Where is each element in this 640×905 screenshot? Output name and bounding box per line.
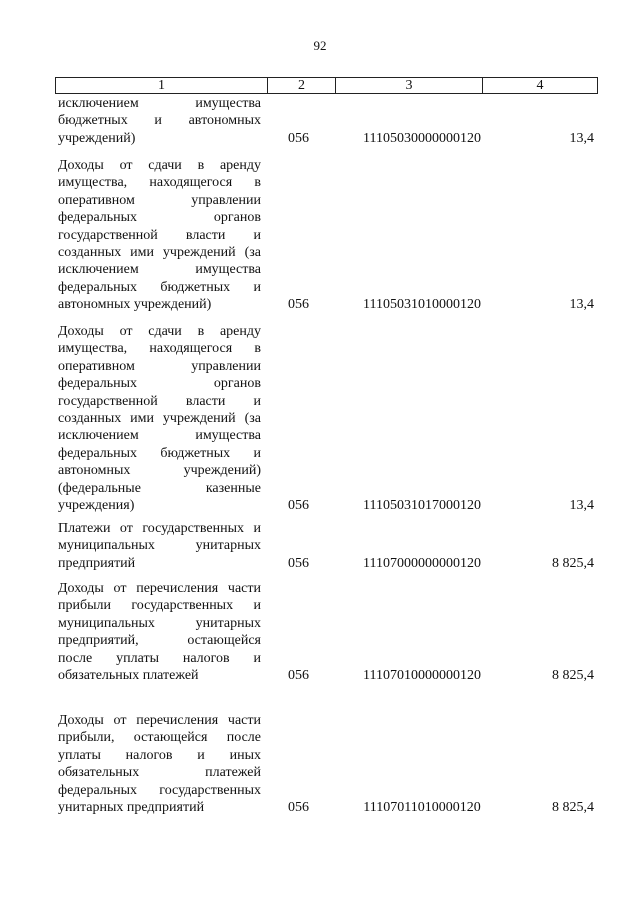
budget-code-cell: 11105031017000120 (363, 498, 481, 513)
description-line: предприятий, остающейся (58, 633, 261, 649)
page-number: 92 (313, 38, 327, 53)
admin-code-cell: 056 (288, 800, 309, 815)
budget-code-cell: 11107000000000120 (363, 555, 481, 571)
description-line: муниципальных унитарных (58, 538, 261, 554)
amount-cell: 8 825,4 (552, 555, 594, 571)
amount-cell: 8 825,4 (552, 668, 594, 683)
admin-code-cell: 056 (288, 297, 309, 313)
column-header-row (55, 77, 598, 94)
column-header-3: 3 (336, 78, 483, 93)
description-line: исключением имущества (58, 96, 261, 111)
description-line: государственной власти и (58, 227, 261, 243)
row-description (58, 157, 261, 314)
description-line: прибыли, остающейся после (58, 730, 261, 746)
row-description (58, 580, 261, 684)
description-line: оперативном управлении (58, 192, 261, 208)
description-line: федеральных органов (58, 210, 261, 226)
description-line: обязательных платежей (58, 765, 261, 781)
amount-cell: 13,4 (569, 130, 594, 146)
description-line: оперативном управлении (58, 358, 261, 374)
description-line: автономных учреждений) (58, 463, 261, 479)
description-line: прибыли государственных и (58, 598, 261, 614)
description-line: имущества, находящегося в (58, 341, 261, 357)
amount-cell: 8 825,4 (552, 800, 594, 815)
column-header-1: 1 (56, 78, 268, 93)
budget-code-cell: 11107010000000120 (363, 668, 481, 683)
description-line: обязательных платежей (58, 667, 199, 683)
row-description (58, 323, 261, 514)
column-header-2: 2 (268, 78, 336, 93)
description-line: предприятий (58, 555, 136, 571)
description-line: Доходы от сдачи в аренду (58, 158, 261, 173)
row-description (58, 712, 261, 816)
description-line: федеральных органов (58, 376, 261, 392)
admin-code-cell: 056 (288, 130, 309, 146)
budget-code-cell: 11105030000000120 (363, 130, 481, 146)
amount-cell: 13,4 (569, 297, 594, 313)
column-header-4: 4 (536, 78, 544, 93)
description-line: федеральных государственных (58, 782, 261, 798)
description-line: учреждений) (58, 130, 136, 146)
description-line: Доходы от перечисления части (58, 713, 261, 728)
description-line: федеральных бюджетных и (58, 445, 261, 461)
description-line: муниципальных унитарных (58, 615, 261, 631)
description-line: учреждения) (58, 497, 135, 513)
description-line: исключением имущества (58, 428, 261, 444)
budget-code-cell: 11107011010000120 (363, 800, 481, 815)
admin-code-cell: 056 (288, 498, 309, 513)
amount-cell: 13,4 (569, 498, 594, 513)
description-line: автономных учреждений) (58, 297, 212, 313)
description-line: унитарных предприятий (58, 799, 205, 815)
description-line: федеральных бюджетных и (58, 279, 261, 295)
description-line: созданных ими учреждений (за (58, 410, 261, 426)
description-line: после уплаты налогов и (58, 650, 261, 666)
description-line: бюджетных и автономных (58, 113, 261, 129)
budget-code-cell: 11105031010000120 (363, 297, 481, 313)
row-description (58, 520, 261, 572)
description-line: созданных ими учреждений (за (58, 244, 261, 260)
description-line: (федеральные казенные (58, 480, 261, 496)
description-line: имущества, находящегося в (58, 175, 261, 191)
description-line: Доходы от перечисления части (58, 581, 261, 596)
description-line: Доходы от сдачи в аренду (58, 324, 261, 339)
description-line: Платежи от государственных и (58, 521, 261, 536)
row-description (58, 95, 261, 147)
admin-code-cell: 056 (288, 555, 309, 571)
admin-code-cell: 056 (288, 668, 309, 683)
description-line: государственной власти и (58, 393, 261, 409)
description-line: уплаты налогов и иных (58, 747, 261, 763)
description-line: исключением имущества (58, 262, 261, 278)
